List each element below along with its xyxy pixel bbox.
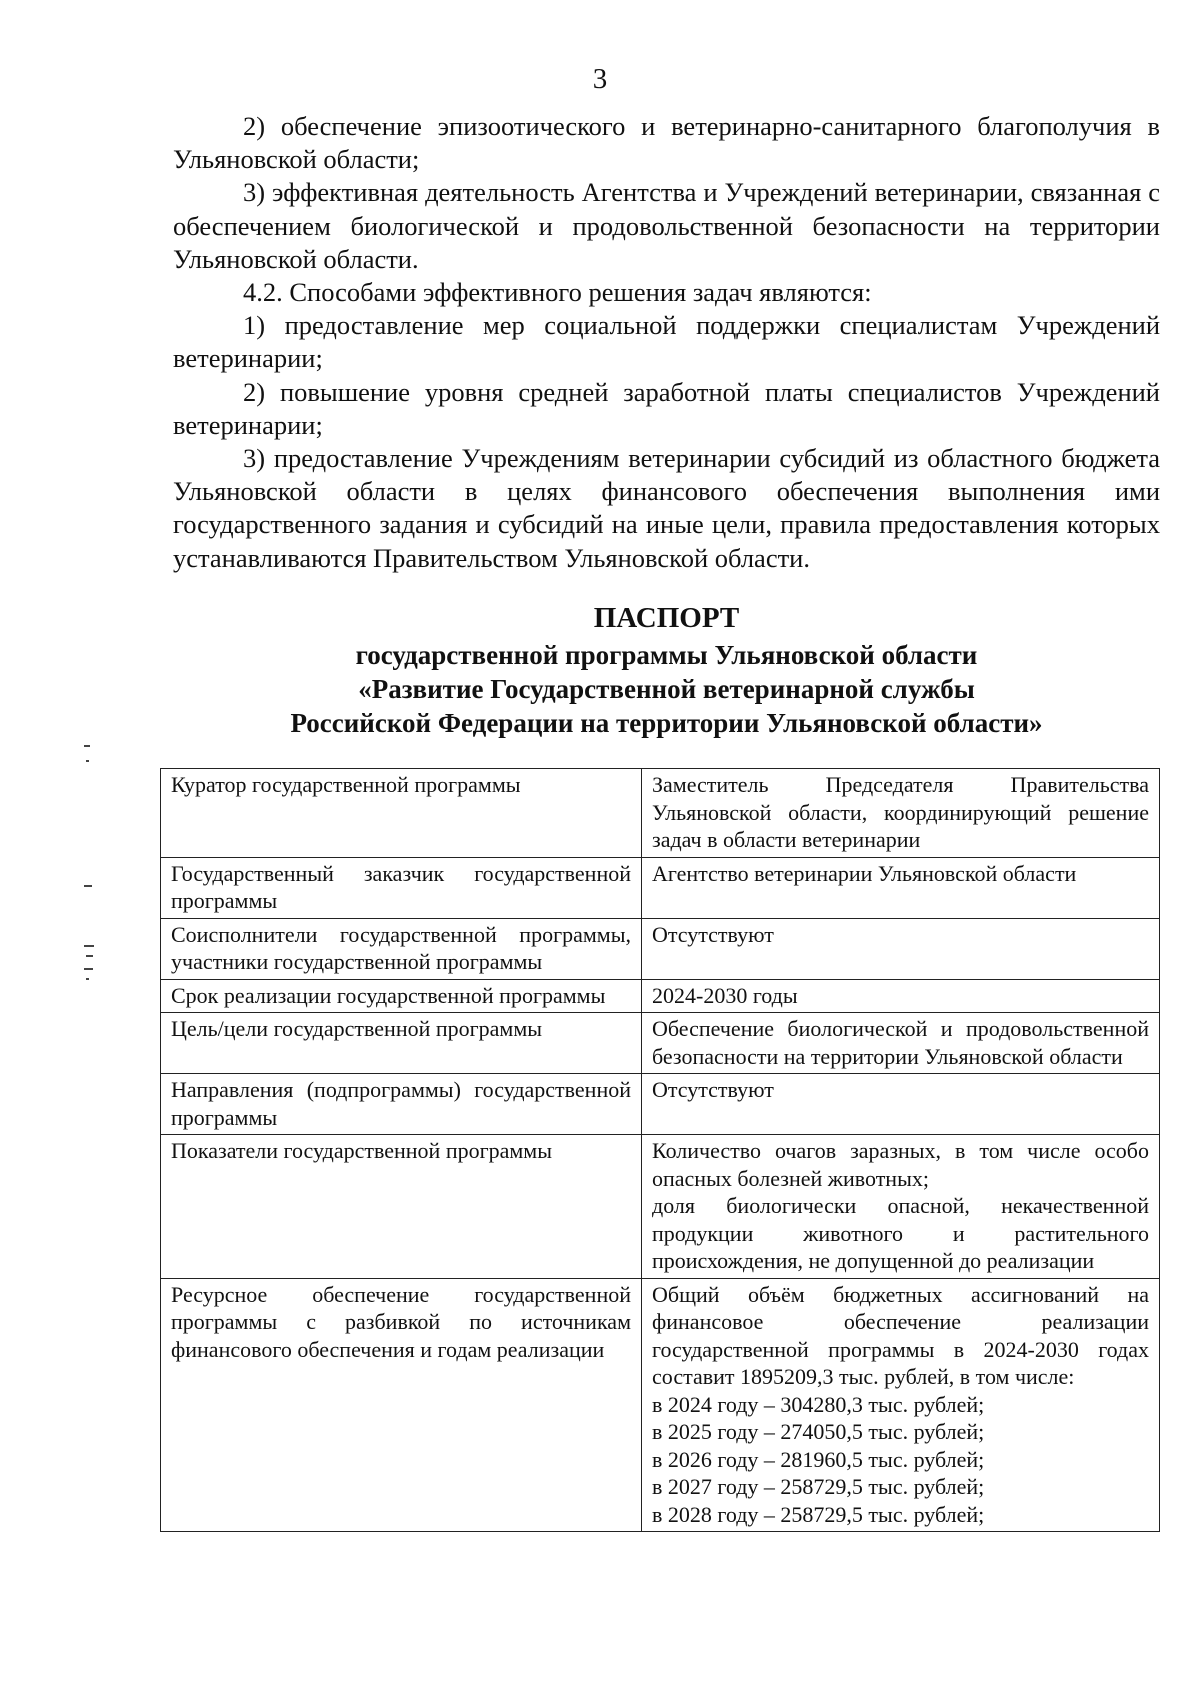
row-value bbox=[642, 1135, 1160, 1279]
table-row bbox=[161, 1135, 1160, 1279]
body-text bbox=[173, 110, 1160, 575]
scan-speck bbox=[86, 955, 93, 957]
paragraph: 2) повышение уровня средней заработной платы специалистов Учреждений ветеринарии; bbox=[173, 376, 1160, 440]
paragraph: 2) обеспечение эпизоотического и ветеринарно-санитарного благополучия в Ульяновской области; bbox=[173, 111, 1160, 175]
row-value bbox=[642, 769, 1160, 858]
row-value bbox=[642, 918, 1160, 979]
passport-table bbox=[160, 768, 1160, 1532]
row-value-line: в 2025 году – 274050,5 тыс. рублей; bbox=[652, 1419, 985, 1444]
row-label: Соисполнители государственной программы, участники государственной программы bbox=[161, 918, 642, 979]
scan-speck bbox=[86, 760, 89, 762]
row-value-line: в 2024 году – 304280,3 тыс. рублей; bbox=[652, 1391, 985, 1417]
table-row bbox=[161, 1074, 1160, 1135]
row-label: Цель/цели государственной программы bbox=[161, 1013, 642, 1074]
table-row bbox=[161, 918, 1160, 979]
table-row bbox=[161, 979, 1160, 1013]
row-value-line: Агентство ветеринарии Ульяновской области bbox=[652, 860, 1077, 886]
table-row bbox=[161, 769, 1160, 858]
paragraph: 1) предоставление мер социальной поддержки специалистам Учреждений ветеринарии; bbox=[173, 310, 1160, 374]
scan-speck bbox=[86, 978, 89, 980]
row-label: Государственный заказчик государственной программы bbox=[161, 857, 642, 918]
row-value bbox=[642, 1074, 1160, 1135]
row-value-line: Отсутствуют bbox=[652, 1077, 774, 1102]
row-value bbox=[642, 857, 1160, 918]
row-value-line: Общий объём бюджетных ассигнований на финансовое обеспечение реализации государственной программы в 2024-2030 годах составит 1895209,3 тыс. рублей, в том числе: bbox=[652, 1281, 1149, 1389]
page-number: 3 bbox=[592, 63, 608, 95]
paragraph: 4.2. Способами эффективного решения задач являются: bbox=[243, 277, 872, 308]
row-value bbox=[642, 979, 1160, 1013]
scan-speck bbox=[84, 968, 93, 970]
row-value bbox=[642, 1278, 1160, 1532]
passport-title: ПАСПОРТ bbox=[593, 602, 740, 634]
row-value-line: Отсутствуют bbox=[652, 921, 774, 947]
row-label: Показатели государственной программы bbox=[161, 1135, 642, 1279]
row-value-line: в 2028 году – 258729,5 тыс. рублей; bbox=[652, 1501, 985, 1527]
row-value-line: доля биологически опасной, некачественной продукции животного и растительного происхождения, не допущенной до реализации bbox=[652, 1193, 1149, 1273]
row-label: Направления (подпрограммы) государственной программы bbox=[161, 1074, 642, 1135]
scan-speck bbox=[84, 885, 92, 887]
passport-subtitle-line: Российской Федерации на территории Ульяновской области» bbox=[290, 708, 1043, 738]
row-label: Ресурсное обеспечение государственной программы с разбивкой по источникам финансового обеспечения и годам реализации bbox=[161, 1278, 642, 1532]
row-value-line: Заместитель Председателя Правительства Ульяновской области, координирующий решение задач в области ветеринарии bbox=[652, 772, 1149, 852]
row-value-line: в 2026 году – 281960,5 тыс. рублей; bbox=[652, 1446, 985, 1472]
passport-subtitle-line: «Развитие Государственной ветеринарной службы bbox=[358, 674, 975, 704]
row-label: Срок реализации государственной программы bbox=[161, 979, 642, 1013]
scan-speck bbox=[84, 745, 90, 747]
scan-speck bbox=[84, 945, 94, 947]
row-value bbox=[642, 1013, 1160, 1074]
row-value-line: в 2027 году – 258729,5 тыс. рублей; bbox=[652, 1474, 985, 1499]
paragraph: 3) предоставление Учреждениям ветеринарии субсидий из областного бюджета Ульяновской области в целях финансового обеспечения выполнения ими государственного задания и субсидий на иные цели, правила предоставления которых устанавливаются Правительством Ульяновской области. bbox=[173, 443, 1160, 573]
passport-subtitle-line: государственной программы Ульяновской области bbox=[355, 640, 978, 670]
row-value-line: 2024-2030 годы bbox=[652, 982, 798, 1008]
row-value-line: Количество очагов заразных, в том числе особо опасных болезней животных; bbox=[652, 1138, 1149, 1191]
table-row bbox=[161, 857, 1160, 918]
row-label: Куратор государственной программы bbox=[161, 769, 642, 858]
row-value-line: Обеспечение биологической и продовольственной безопасности на территории Ульяновской области bbox=[652, 1016, 1149, 1069]
table-row bbox=[161, 1013, 1160, 1074]
table-row bbox=[161, 1278, 1160, 1532]
paragraph: 3) эффективная деятельность Агентства и Учреждений ветеринарии, связанная с обеспечением биологической и продовольственной безопасности на территории Ульяновской области. bbox=[173, 177, 1160, 274]
passport-title-block bbox=[173, 598, 1160, 740]
